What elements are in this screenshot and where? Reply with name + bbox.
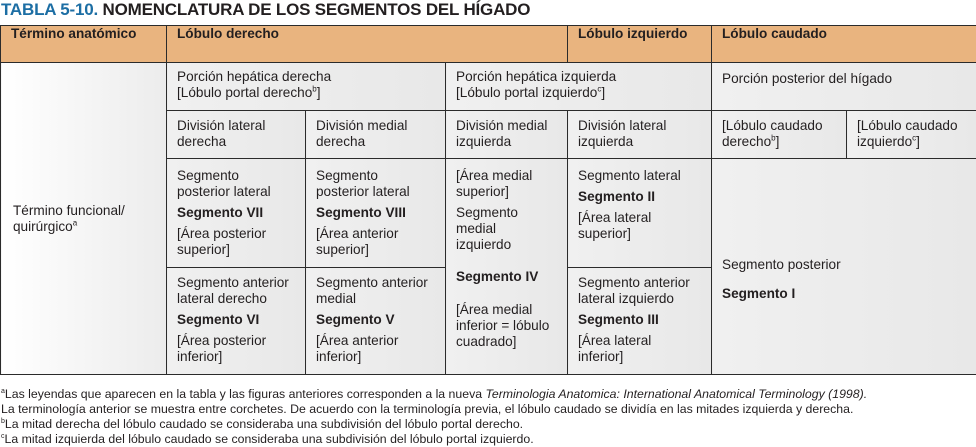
header-caudate-lobe: Lóbulo caudado [712, 26, 976, 63]
table-number: TABLA 5-10. [1, 0, 98, 19]
posterior-portion-name: Porción posterior del hígado [722, 71, 893, 86]
division-left-lateral: División lateral izquierda [568, 111, 712, 159]
caudate-left-half: [Lóbulo caudado izquierdo$^c$] [847, 111, 976, 159]
segment-ii-cell: Segmento lateral Segmento II [Área lateral superior] [568, 159, 712, 268]
row-label-functional-term [1, 63, 167, 375]
left-portion-name: Porción hepática izquierda [456, 69, 617, 84]
division-right-medial: División medial derecha [306, 111, 446, 159]
segment-vii-cell: Segmento posterior lateral Segmento VII [Área posterior superior] [167, 159, 306, 268]
segment-viii-label: Segmento VIII [316, 205, 406, 220]
header-right-lobe: Lóbulo derecho [167, 26, 568, 63]
segment-vii-label: Segmento VII [177, 205, 264, 220]
row-label-line2: quirúrgico$^a$ [13, 217, 78, 234]
segment-viii-cell: Segmento posterior lateral Segmento VIII [Área anterior superior] [306, 159, 446, 268]
segment-i-label: Segmento I [722, 286, 796, 301]
table-title [1, 0, 530, 20]
left-portion-old: [Lóbulo portal izquierdo$^c$] [456, 84, 606, 100]
left-hepatic-portion [446, 63, 712, 111]
segment-vi-label: Segmento VI [177, 312, 260, 327]
header-left-lobe: Lóbulo izquierdo [568, 26, 712, 63]
footnotes [1, 387, 976, 447]
row-label-line1: Término funcional/ [13, 202, 125, 218]
segment-ii-label: Segmento II [578, 189, 656, 204]
right-hepatic-portion [167, 63, 446, 111]
division-left-medial: División medial izquierda [446, 111, 568, 159]
segment-iii-cell: Segmento anterior lateral izquierdo Segmento III [Área lateral inferior] [568, 268, 712, 375]
segment-v-cell: Segmento anterior medial Segmento V [Área anterior inferior] [306, 268, 446, 375]
header-anatomic-term: Término anatómico [1, 26, 167, 63]
footnote-c: $^c$La mitad izquierda del lóbulo caudado se consideraba una subdivisión del lóbulo portal izquierdo. [1, 432, 534, 446]
header-row [1, 26, 976, 63]
footnote-b: $^b$La mitad derecha del lóbulo caudado se consideraba una subdivisión del lóbulo portal derecho. [1, 417, 524, 431]
posterior-portion [712, 63, 976, 111]
portion-row [1, 63, 976, 111]
segment-iv-cell: [Área medial superior] Segmento medial izquierdo Segmento IV [Área medial inferior = lóbulo cuadrado] [446, 159, 568, 375]
segment-iv-label: Segmento IV [456, 269, 539, 284]
caudate-right-half: [Lóbulo caudado derecho$^b$] [712, 111, 847, 159]
liver-segments-table [0, 25, 976, 375]
footnote-a: $^a$Las leyendas que aparecen en la tabla y las figuras anteriores corresponden a la nueva Terminologia Anatomica: International Anatomical Terminology (1998). [1, 387, 868, 401]
right-portion-old: [Lóbulo portal derecho$^b$] [177, 84, 321, 100]
segment-i-cell: Segmento posterior Segmento I [712, 159, 976, 375]
table-title-text: NOMENCLATURA DE LOS SEGMENTOS DEL HÍGADO [102, 0, 531, 19]
segment-v-label: Segmento V [316, 312, 395, 327]
segment-iii-label: Segmento III [578, 312, 659, 327]
division-right-lateral: División lateral derecha [167, 111, 306, 159]
footnote-a-continued: La terminología anterior se muestra entre corchetes. De acuerdo con la terminología previa, el lóbulo caudado se dividía en las mitades izquierda y derecha. [1, 402, 854, 416]
segment-vi-cell: Segmento anterior lateral derecho Segmento VI [Área posterior inferior] [167, 268, 306, 375]
right-portion-name: Porción hepática derecha [177, 69, 332, 84]
